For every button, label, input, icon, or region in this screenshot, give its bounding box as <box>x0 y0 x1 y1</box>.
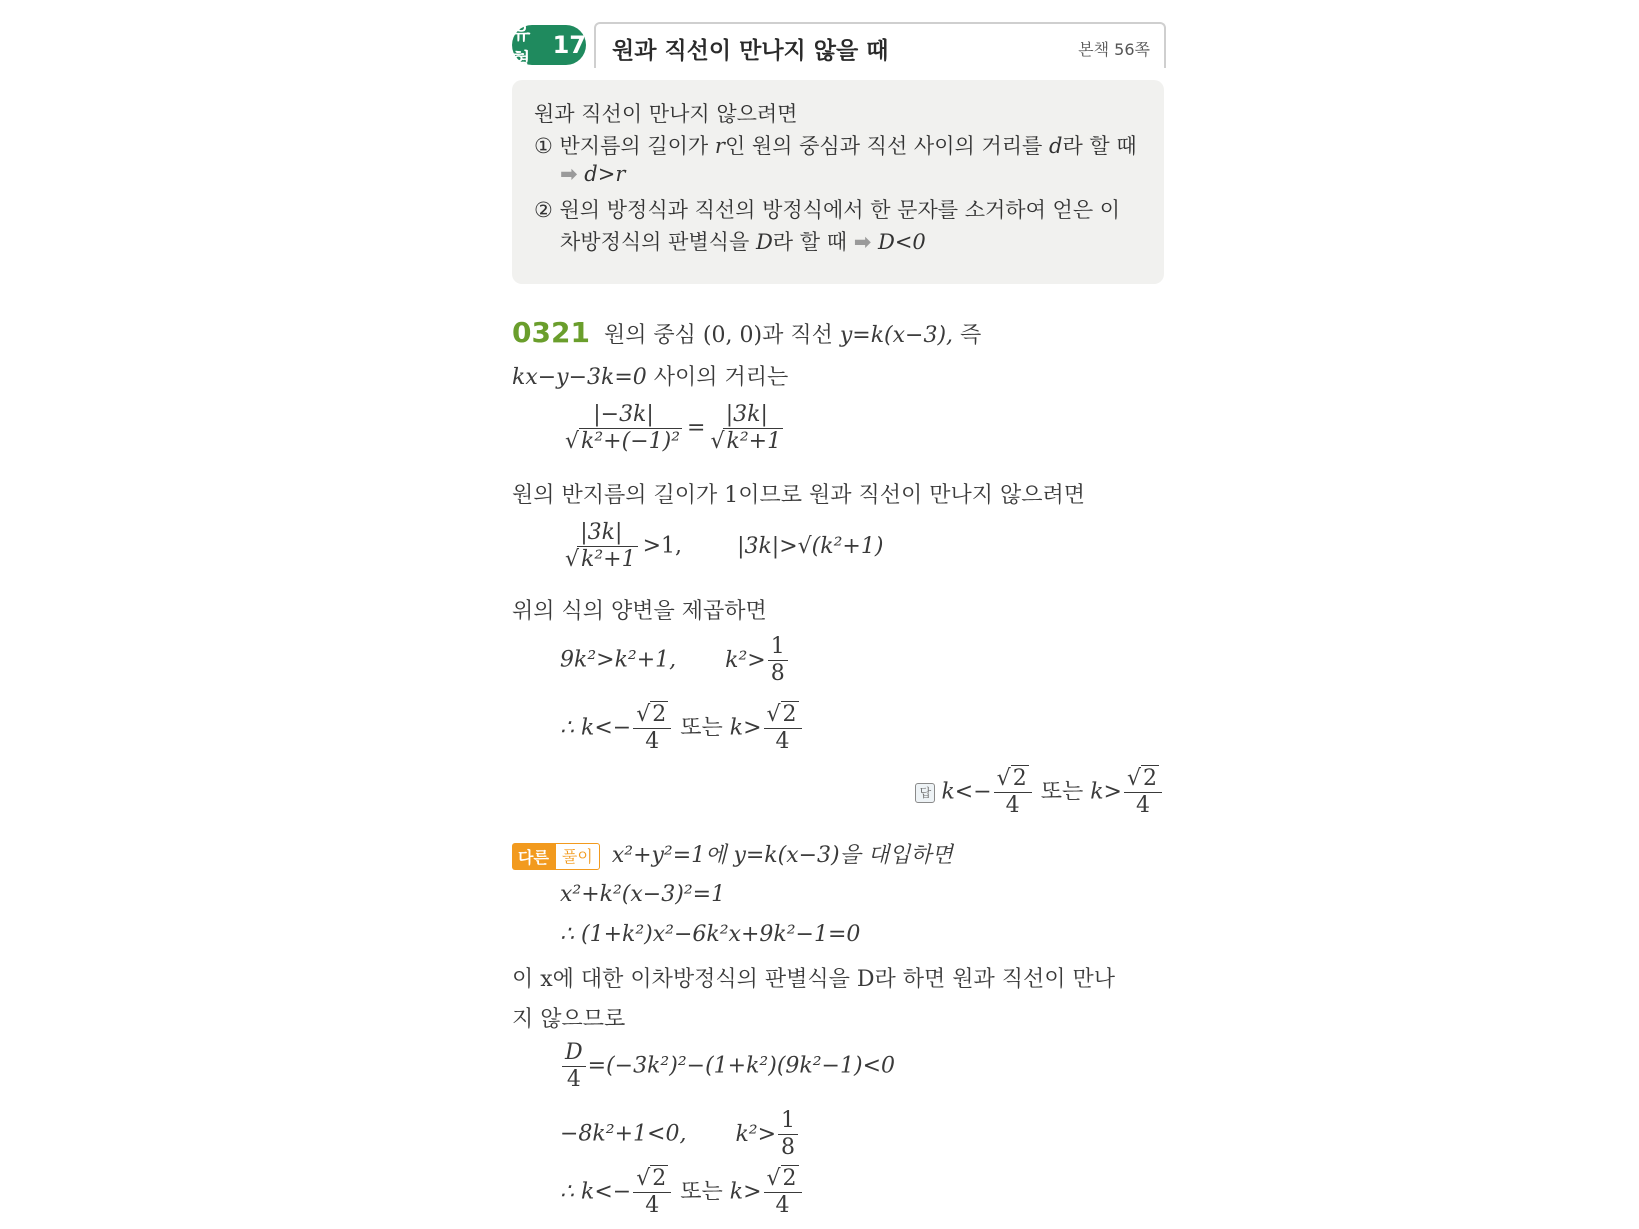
or-word: 또는 <box>680 715 723 741</box>
ineq-2: |3k|>√(k²+1) <box>737 533 884 559</box>
alt-therefore-a: ∴ k<− <box>560 1179 632 1205</box>
solution-line-1 <box>512 316 981 349</box>
disc-den: 4 <box>566 1067 581 1092</box>
solution-line-2 <box>512 360 788 391</box>
concept-item-1-result <box>560 162 625 186</box>
distance-fraction-1: $\frac{|-3k|}{\text{√k²+(−1)²}}$ <box>565 402 681 454</box>
answer-icon: 답 <box>915 783 935 803</box>
alt-result <box>560 1166 804 1219</box>
disc-num: D <box>565 1040 583 1065</box>
title-box <box>594 22 1166 68</box>
alt-frac-neg: $\frac{√2}{4}$ <box>633 1166 671 1219</box>
alt-frac-pos: $\frac{√2}{4}$ <box>764 1166 802 1219</box>
ineq-fraction: $\frac{|3k|}{\text{√k²+1}}$ <box>565 520 636 572</box>
dist-num-1: |−3k| <box>593 402 654 427</box>
alt-eq-2 <box>560 922 860 947</box>
sol-line2-a: kx−y−3k=0 <box>512 365 647 390</box>
answer-b: k> <box>1090 779 1122 805</box>
solution-line-3: 원의 반지름의 길이가 1이므로 원과 직선이 만나지 않으려면 <box>512 483 1085 508</box>
item1-marker: ① <box>534 134 553 158</box>
concept-item-1 <box>534 130 1137 160</box>
answer-line <box>915 766 1164 819</box>
type-number: 17 <box>552 31 586 59</box>
frac-den: 8 <box>770 661 785 686</box>
problem-number: 0321 <box>512 316 590 349</box>
squared-inequality <box>560 634 790 687</box>
item1-result: d>r <box>584 162 626 186</box>
alt-ineq-left: −8k²+1<0, <box>560 1121 687 1147</box>
frac-num: 1 <box>778 1108 798 1135</box>
four: 4 <box>775 1193 790 1218</box>
discriminant <box>560 1040 895 1093</box>
answer-frac-pos: $\frac{√2}{4}$ <box>1124 766 1162 819</box>
frac-sqrt2-4-neg: $\frac{√2}{4}$ <box>633 702 671 755</box>
sol-line2-b: 사이의 거리는 <box>653 365 789 390</box>
sol-line1-b: y=k(x−3), <box>839 323 954 348</box>
therefore-a: ∴ k<− <box>560 715 632 741</box>
item2-marker: ② <box>534 198 553 222</box>
alt-line-1 <box>512 838 953 870</box>
alt-eq-1 <box>560 882 725 907</box>
alt-eq1-text: x²+k²(x−3)²=1 <box>560 882 726 907</box>
therefore-b: k> <box>729 715 762 741</box>
solution-result <box>560 702 804 755</box>
alt-line1-a: x²+y²=1에 <box>611 843 727 868</box>
concept-intro: 원과 직선이 만나지 않으려면 <box>534 102 798 126</box>
dist-num-2: |3k| <box>725 402 768 427</box>
item2-text-c: 라 할 때 <box>772 230 847 254</box>
or-word: 또는 <box>1040 779 1084 805</box>
disc-fraction <box>562 1040 586 1093</box>
sol-line1-a: 원의 중심 (0, 0)과 직선 <box>603 323 833 348</box>
sq-right: k²> <box>725 647 766 673</box>
item1-var-r: r <box>714 134 725 158</box>
concept-box <box>512 80 1164 284</box>
frac-num: 1 <box>768 634 788 661</box>
concept-item-2-cont <box>560 226 926 256</box>
answer-frac-neg: $\frac{√2}{4}$ <box>994 766 1032 819</box>
answer-a: k<− <box>941 779 992 805</box>
four: 4 <box>1005 793 1020 818</box>
textbook-page <box>512 0 1164 1229</box>
section-title: 원과 직선이 만나지 않을 때 <box>612 38 889 64</box>
item2-text-b: 차방정식의 판별식을 <box>560 230 750 254</box>
four: 4 <box>775 729 790 754</box>
sqrt-two: 2 <box>1143 766 1157 791</box>
ineq-num: |3k| <box>580 520 623 545</box>
item2-result: D<0 <box>877 230 926 254</box>
four: 4 <box>645 1193 660 1218</box>
alt-or-word: 또는 <box>680 1179 723 1205</box>
frac-one-eighth <box>768 634 788 687</box>
alt-label-b: 풀이 <box>555 843 600 870</box>
page-reference: 본책 56쪽 <box>1078 40 1150 59</box>
item1-text-b: 인 원의 중심과 직선 사이의 거리를 <box>724 134 1043 158</box>
disc-rest: =(−3k²)²−(1+k²)(9k²−1)<0 <box>587 1053 895 1079</box>
dist-den-1: k²+(−1)² <box>581 429 681 454</box>
frac-den: 8 <box>781 1135 796 1160</box>
type-badge <box>512 22 586 71</box>
four: 4 <box>1135 793 1150 818</box>
arrow-icon: ➡ <box>853 230 872 254</box>
alt-eq2-text: ∴ (1+k²)x²−6k²x+9k²−1=0 <box>560 922 861 947</box>
alt-inequality <box>560 1108 800 1161</box>
ineq-den: k²+1 <box>581 547 636 572</box>
ineq-right: >1, <box>642 533 683 559</box>
sol-line1-c: 즉 <box>960 323 982 348</box>
four: 4 <box>645 729 660 754</box>
sqrt-two: 2 <box>1012 766 1027 791</box>
alt-label-a: 다른 <box>512 843 555 870</box>
sq-left: 9k²>k²+1, <box>560 647 677 673</box>
item2-text-a: 원의 방정식과 직선의 방정식에서 한 문자를 소거하여 얻은 이 <box>559 198 1121 222</box>
sqrt-two: 2 <box>782 702 797 727</box>
equals-sign: = <box>687 415 706 441</box>
section-header <box>512 22 1164 71</box>
distance-formula <box>560 402 788 455</box>
item2-var-d: D <box>755 230 773 254</box>
radius-inequality <box>560 520 883 573</box>
distance-fraction-2: $\frac{|3k|}{\text{√k²+1}}$ <box>710 402 782 454</box>
alt-therefore-b: k> <box>729 1179 762 1205</box>
sqrt-two: 2 <box>652 1166 667 1191</box>
solution-line-4: 위의 식의 양변을 제곱하면 <box>512 599 767 624</box>
dist-den-2: k²+1 <box>726 429 782 454</box>
item1-text-a: 반지름의 길이가 <box>559 134 709 158</box>
item1-text-c: 라 할 때 <box>1062 134 1137 158</box>
alt-solution-label <box>512 843 600 870</box>
alt-line-3: 지 않으므로 <box>512 1007 626 1032</box>
frac-sqrt2-4-pos: $\frac{√2}{4}$ <box>764 702 802 755</box>
sqrt-two: 2 <box>782 1166 797 1191</box>
arrow-icon: ➡ <box>560 162 578 186</box>
item1-var-d: d <box>1049 134 1063 158</box>
alt-line1-b: y=k(x−3)을 대입하면 <box>733 843 953 868</box>
alt-ineq-right: k²> <box>735 1121 777 1147</box>
type-word: 유형 <box>512 22 531 71</box>
alt-line-2: 이 x에 대한 이차방정식의 판별식을 D라 하면 원과 직선이 만나 <box>512 967 1116 992</box>
sqrt-two: 2 <box>652 702 667 727</box>
alt-frac-one-eighth <box>778 1108 798 1161</box>
concept-item-2 <box>534 194 1120 224</box>
